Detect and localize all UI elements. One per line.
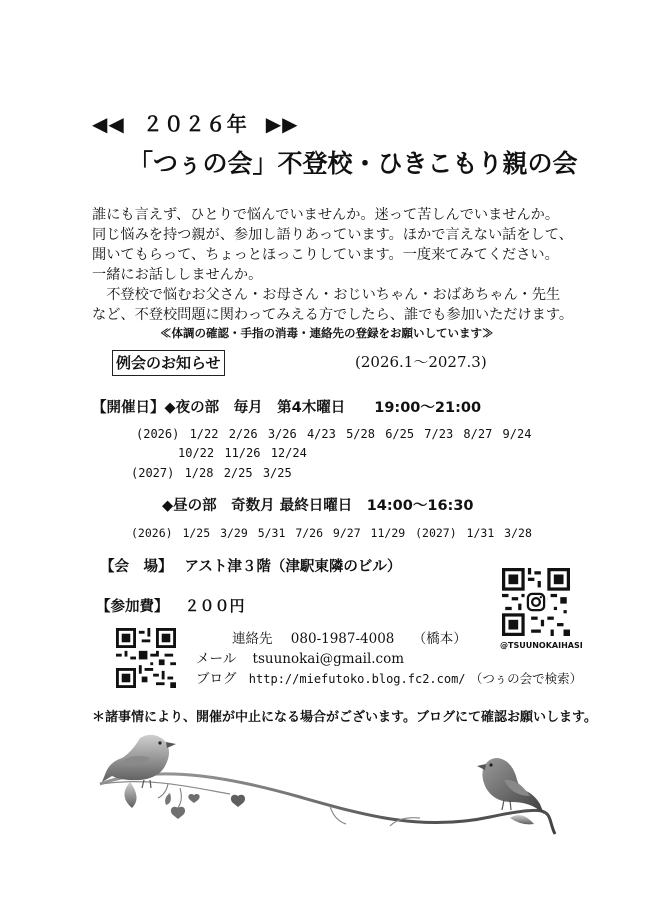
blog-qr-code-icon[interactable] xyxy=(116,628,176,688)
venue-label: 【会 場】 xyxy=(100,559,173,575)
fee-label: 【参加費】 xyxy=(96,599,169,615)
night-dates-row-1: (2026) 1/22 2/26 3/26 4/23 5/28 6/25 7/23 8/27 9/24 xyxy=(136,427,532,441)
night-session-heading: ◆夜の部 毎月 第4木曜日 19:00～21:00 xyxy=(164,400,482,416)
fee xyxy=(96,595,245,616)
blog-search-hint: （つぅの会で検索） xyxy=(469,671,583,686)
page-title: 「つぅの会」不登校・ひきこもり親の会 xyxy=(128,149,578,178)
contact-label: 連絡先 xyxy=(232,631,273,647)
phone-number: 080-1987-4008 xyxy=(290,631,395,647)
day-dates-row: (2026) 1/25 3/29 5/31 7/26 9/27 11/29 (2027) 1/31 3/28 xyxy=(131,526,532,540)
arrows-right-icon: ▶▶ xyxy=(265,112,299,136)
meeting-period: (2026.1～2027.3) xyxy=(355,353,487,371)
venue-value: アスト津３階（津駅東隣のビル） xyxy=(184,559,402,575)
intro-line-5: 不登校で悩むお父さん・お母さん・おじいちゃん・おばあちゃん・先生 xyxy=(92,287,561,303)
held-label: 【開催日】 xyxy=(92,400,165,416)
meeting-notice-label: 例会のお知らせ xyxy=(112,350,225,376)
night-dates-row-2: 10/22 11/26 12/24 xyxy=(178,446,307,460)
birds-vine-illustration-icon xyxy=(90,722,570,840)
instagram-qr-code-icon[interactable] xyxy=(502,568,570,636)
schedule-night xyxy=(92,396,481,417)
contact-blog-row xyxy=(196,667,582,687)
mail-label: メール xyxy=(196,651,237,667)
intro-line-1: 誰にも言えず、ひとりで悩んでいませんか。迷って苦しんでいませんか。 xyxy=(92,207,560,223)
contact-phone-row xyxy=(232,627,467,647)
venue xyxy=(100,555,401,576)
year-label: ２０２６年 xyxy=(142,112,248,136)
cancellation-footnote: ＊諸事情により、開催が中止になる場合がございます。ブログにて確認お願いします。 xyxy=(92,710,597,725)
day-session-heading: ◆昼の部 奇数月 最終日曜日 14:00～16:30 xyxy=(162,498,474,514)
blog-label: ブログ xyxy=(196,671,237,687)
intro-line-3: 聞いてもらって、ちょっとほっこりしています。一度来てみてください。 xyxy=(92,247,559,263)
night-dates-row-3: (2027) 1/28 2/25 3/25 xyxy=(131,466,292,480)
contact-mail-row xyxy=(196,647,404,667)
instagram-handle: @TSUUNOKAIHASI xyxy=(500,641,583,650)
arrows-left-icon: ◀◀ xyxy=(92,112,125,136)
blog-url-link[interactable]: http://miefutoko.blog.fc2.com/ xyxy=(248,672,466,686)
year-heading xyxy=(92,108,298,137)
intro-line-2: 同じ悩みを持つ親が、参加し語りあっています。ほかで言えない話をして、 xyxy=(92,227,573,243)
hygiene-note: ≪体調の確認・手指の消毒・連絡先の登録をお願いしています≫ xyxy=(160,326,494,340)
intro-line-6: など、不登校問題に関わってみえる方でしたら、誰でも参加いただけます。 xyxy=(92,307,574,323)
fee-value: ２００円 xyxy=(184,597,245,615)
email-link[interactable]: tsuunokai@gmail.com xyxy=(252,651,405,667)
intro-line-4: 一緒にお話ししませんか。 xyxy=(92,267,263,283)
contact-person: （橋本） xyxy=(412,631,467,647)
